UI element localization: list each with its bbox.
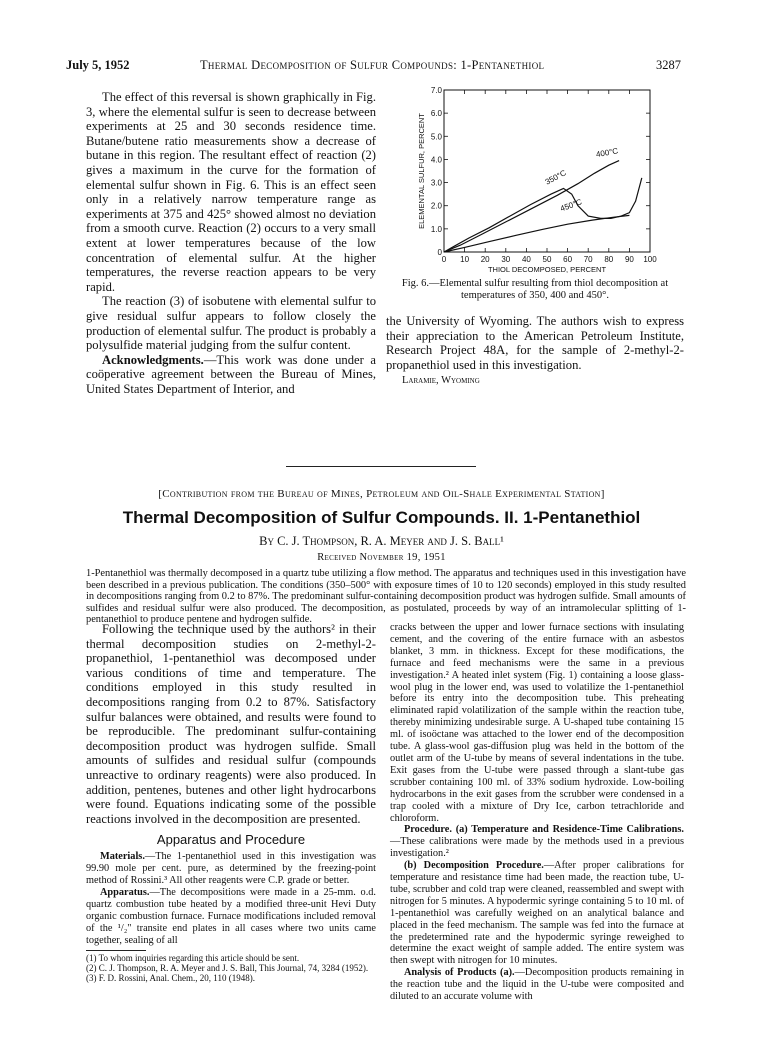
contribution-line: [Contribution from the Bureau of Mines, Petroleum and Oil-Shale Experimental Station] [158, 488, 605, 500]
figure-6-chart [392, 86, 682, 276]
x-tick-label: 0 [441, 255, 447, 264]
x-tick-label: 40 [521, 255, 531, 264]
acknowledgments-paragraph [86, 353, 376, 397]
procedure-head: Procedure. (a) Temperature and Residence-Time Calibrations. [404, 824, 684, 836]
footnotes [86, 953, 376, 984]
y-tick-label: 6.0 [430, 109, 442, 119]
x-tick-label: 60 [563, 255, 573, 264]
y-tick-label: 1.0 [430, 224, 442, 234]
location-text: Laramie, Wyoming [402, 375, 480, 387]
acknowledgments-head: Acknowledgments. [102, 352, 204, 367]
x-tick-label: 70 [583, 255, 593, 264]
section-title: Apparatus and Procedure [156, 832, 306, 848]
apparatus-continued: cracks between the upper and lower furnace sections with insulating cement, and the covering of the entire furnace with an asbestos blanket, 3 mm. in thickness. Except for these modifications, the furnace and feed mechanisms were the same in a previous investigation.² A heated inlet system (Fig. 1) containing a loose glass-wool plug in the lower end, was used to volatilize the 1-pentanethiol before its entry into the decomposition tube. This preheating eliminated rapid volatilization of the sample within the reaction tube, thereby minimizing undesirable surge. A U-shaped tube containing 15 ml. of isoöctane was attached to the lower end of the decomposition tube. A glass-wool gas-diffusion plug was held in the bottom of the outlet arm of the U-tube by means of several indentations in the tube. Exit gases from the U-tube were passed through a slant-tube gas scrubber containing 100 ml. of 33% sodium hydroxide. Low-boiling hydrocarbons in the exit gases from the scrubber were condensed in a trap cooled with a mixture of Dry Ice, carbon tetrachloride and chloroform. [390, 622, 684, 824]
y-tick-label: 4.0 [430, 155, 442, 165]
y-axis-label: ELEMENTAL SULFUR, PERCENT [417, 113, 426, 229]
footnote: (1) To whom inquiries regarding this article should be sent. [86, 952, 300, 963]
materials-text: —The 1-pentanethiol used in this investigation was 99.90 mole per cent. pure, as determined by the freezing-point method of Rossini.³ All other reagents were C.P. grade or better. [86, 851, 376, 887]
series-label: 450°C [559, 197, 584, 214]
series-label: 350°C [543, 168, 568, 187]
analysis-head: Analysis of Products (a). [404, 967, 515, 979]
y-tick-label: 0 [437, 248, 442, 257]
footnote: (2) C. J. Thompson, R. A. Meyer and J. S. Ball, This Journal, 74, 3284 (1952). [86, 962, 369, 973]
running-title: Thermal Decomposition of Sulfur Compounds: 1-Pentanethiol [200, 58, 545, 72]
plot-frame [444, 90, 650, 252]
intro-block [86, 622, 376, 826]
x-tick-label: 10 [460, 255, 470, 264]
intro-paragraph: Following the technique used by the authors² in their thermal decomposition studies on 2-methyl-2-propanethiol, 1-pentanethiol was decomposed under various conditions of time and temperature. The conditions employed in this study resulted in decompositions ranging from 0.2 to 87%. Satisfactory sulfur balances were obtained, and results were found to be reproducible. The predominant sulfur-containing decomposition product was hydrogen sulfide. Small amounts of sulfides and residual sulfur (compounds unreactive to ordinary reagents) were also produced. In addition, pentenes, butenes and other light hydrocarbons were found. Equations indicating some of the possible reactions involved in the decomposition are presented. [86, 622, 376, 826]
series-line [444, 178, 642, 252]
prev-paragraph: The effect of this reversal is shown graphically in Fig. 3, where the elemental sulfur is seen to decrease between experiments at 25 and 30 seconds residence time. Butane/butene ratio measurements show a decrease of butane in this region. The resultant effect of reaction (2) gives a maximum in the curve for the formation of elemental sulfur shown in Fig. 6. This is an effect seen only in a relatively narrow temperature range as experiments at 375 and 425° showed almost no deviation from a smooth curve. Reaction (2) occurs to a very small extent at lower temperatures because of the low concentration of elemental sulfur. At the higher temperatures, the reverse reaction appears to be very rapid. [86, 90, 376, 294]
y-tick-label: 2.0 [430, 201, 442, 211]
procedure-b-head: (b) Decomposition Procedure. [404, 860, 544, 872]
materials-paragraph [86, 851, 376, 887]
materials-head: Materials. [100, 851, 145, 863]
page-number: 3287 [656, 58, 681, 72]
procedure-text: —These calibrations were made by the methods used in a previous investigation.² [390, 836, 684, 860]
received-date: Received November 19, 1951 [317, 552, 446, 563]
x-tick-label: 100 [643, 255, 657, 264]
x-tick-label: 30 [501, 255, 511, 264]
article-left-column [86, 622, 376, 983]
footnote: (3) F. D. Rossini, Anal. Chem., 20, 110 (1948). [86, 973, 255, 984]
location [386, 372, 684, 389]
x-tick-label: 20 [480, 255, 490, 264]
series-line [444, 161, 619, 252]
apparatus-text: —The decompositions were made in a 25-mm. o.d. quartz combustion tube heated by a modified three-unit Hevi Duty organic combustion furnace. Furnace modifications included removal of the ¹/₂" transite end plates in all cases where two units came together, sealing of all [86, 887, 376, 946]
chart-plot-area [417, 86, 657, 274]
prev-right-text: the University of Wyoming. The authors wish to express their appreciation to the American Petroleum Institute, Research Project 48A, for the sample of 2-methyl-2-propanethiol used in this investigation. [386, 314, 684, 372]
prev-paragraph: The reaction (3) of isobutene with elemental sulfur to give residual sulfur appears to follow closely the production of elemental sulfur. The product is probably a polysulfide material judging from the sulfur content. [86, 294, 376, 353]
apparatus-head: Apparatus. [100, 887, 150, 899]
authors: By C. J. Thompson, R. A. Meyer and J. S. Ball¹ [259, 534, 504, 548]
article-right-column [390, 622, 684, 1003]
footnote-rule [86, 950, 146, 951]
procedure-b-paragraph [390, 860, 684, 967]
prev-article-left-column [86, 90, 376, 396]
header-date: July 5, 1952 [66, 58, 130, 72]
analysis-text: —Decomposition products remaining in the reaction tube and the liquid in the U-tube were composited and diluted to an accurate volume with [390, 967, 685, 1003]
procedure-paragraph [390, 824, 684, 860]
series-line [444, 215, 629, 252]
y-tick-label: 5.0 [430, 132, 442, 142]
article-separator [286, 466, 476, 467]
figure-caption: Fig. 6.—Elemental sulfur resulting from thiol decomposition at temperatures of 350, 400 and 450°. [401, 278, 669, 302]
abstract: 1-Pentanethiol was thermally decomposed in a quartz tube utilizing a flow method. The apparatus and techniques used in this investigation have been described in a previous publication. The conditions (350–500° with exposure times of 10 to 120 seconds) employed in this study resulted in decompositions ranging from 0.2 to 87%. The predominant sulfur-containing decomposition product was hydrogen sulfide. Small amounts of sulfides and residual sulfur were also produced. The decomposition, as postulated, proceeds by way of an intramolecular splitting of 1-pentanethiol to produce pentene and hydrogen sulfide. [86, 568, 686, 626]
x-tick-label: 90 [624, 255, 634, 264]
series-label: 400°C [595, 146, 619, 160]
x-tick-label: 80 [604, 255, 614, 264]
y-tick-label: 3.0 [430, 178, 442, 188]
acknowledgments-text: —This work was done under a coöperative agreement between the Bureau of Mines, United States Department of Interior, and [86, 352, 376, 396]
prev-article-right-column [386, 314, 684, 389]
procedure-b-text: —After proper calibrations for temperature and resistance time had been made, the reaction tube, U-tube, scrubber and cold trap were cleaned, reassembled and swept with nitrogen for 5 minutes. A hypodermic syringe containing 5 to 10 ml. of 1-pentanethiol was carefully weighed on an analytical balance and placed in the feed mechanism. The sample was fed into the furnace at the predetermined rate and the hypodermic syringe reweighed to determine the exact weight of sample added. The entire system was then swept with nitrogen for 10 minutes. [390, 860, 684, 967]
materials-block [86, 851, 376, 946]
article-title: Thermal Decomposition of Sulfur Compounds. II. 1-Pentanethiol [122, 508, 641, 527]
x-axis-label: THIOL DECOMPOSED, PERCENT [487, 265, 607, 274]
y-tick-label: 7.0 [430, 86, 442, 95]
apparatus-paragraph [86, 887, 376, 947]
analysis-paragraph [390, 967, 684, 1003]
x-tick-label: 50 [542, 255, 552, 264]
